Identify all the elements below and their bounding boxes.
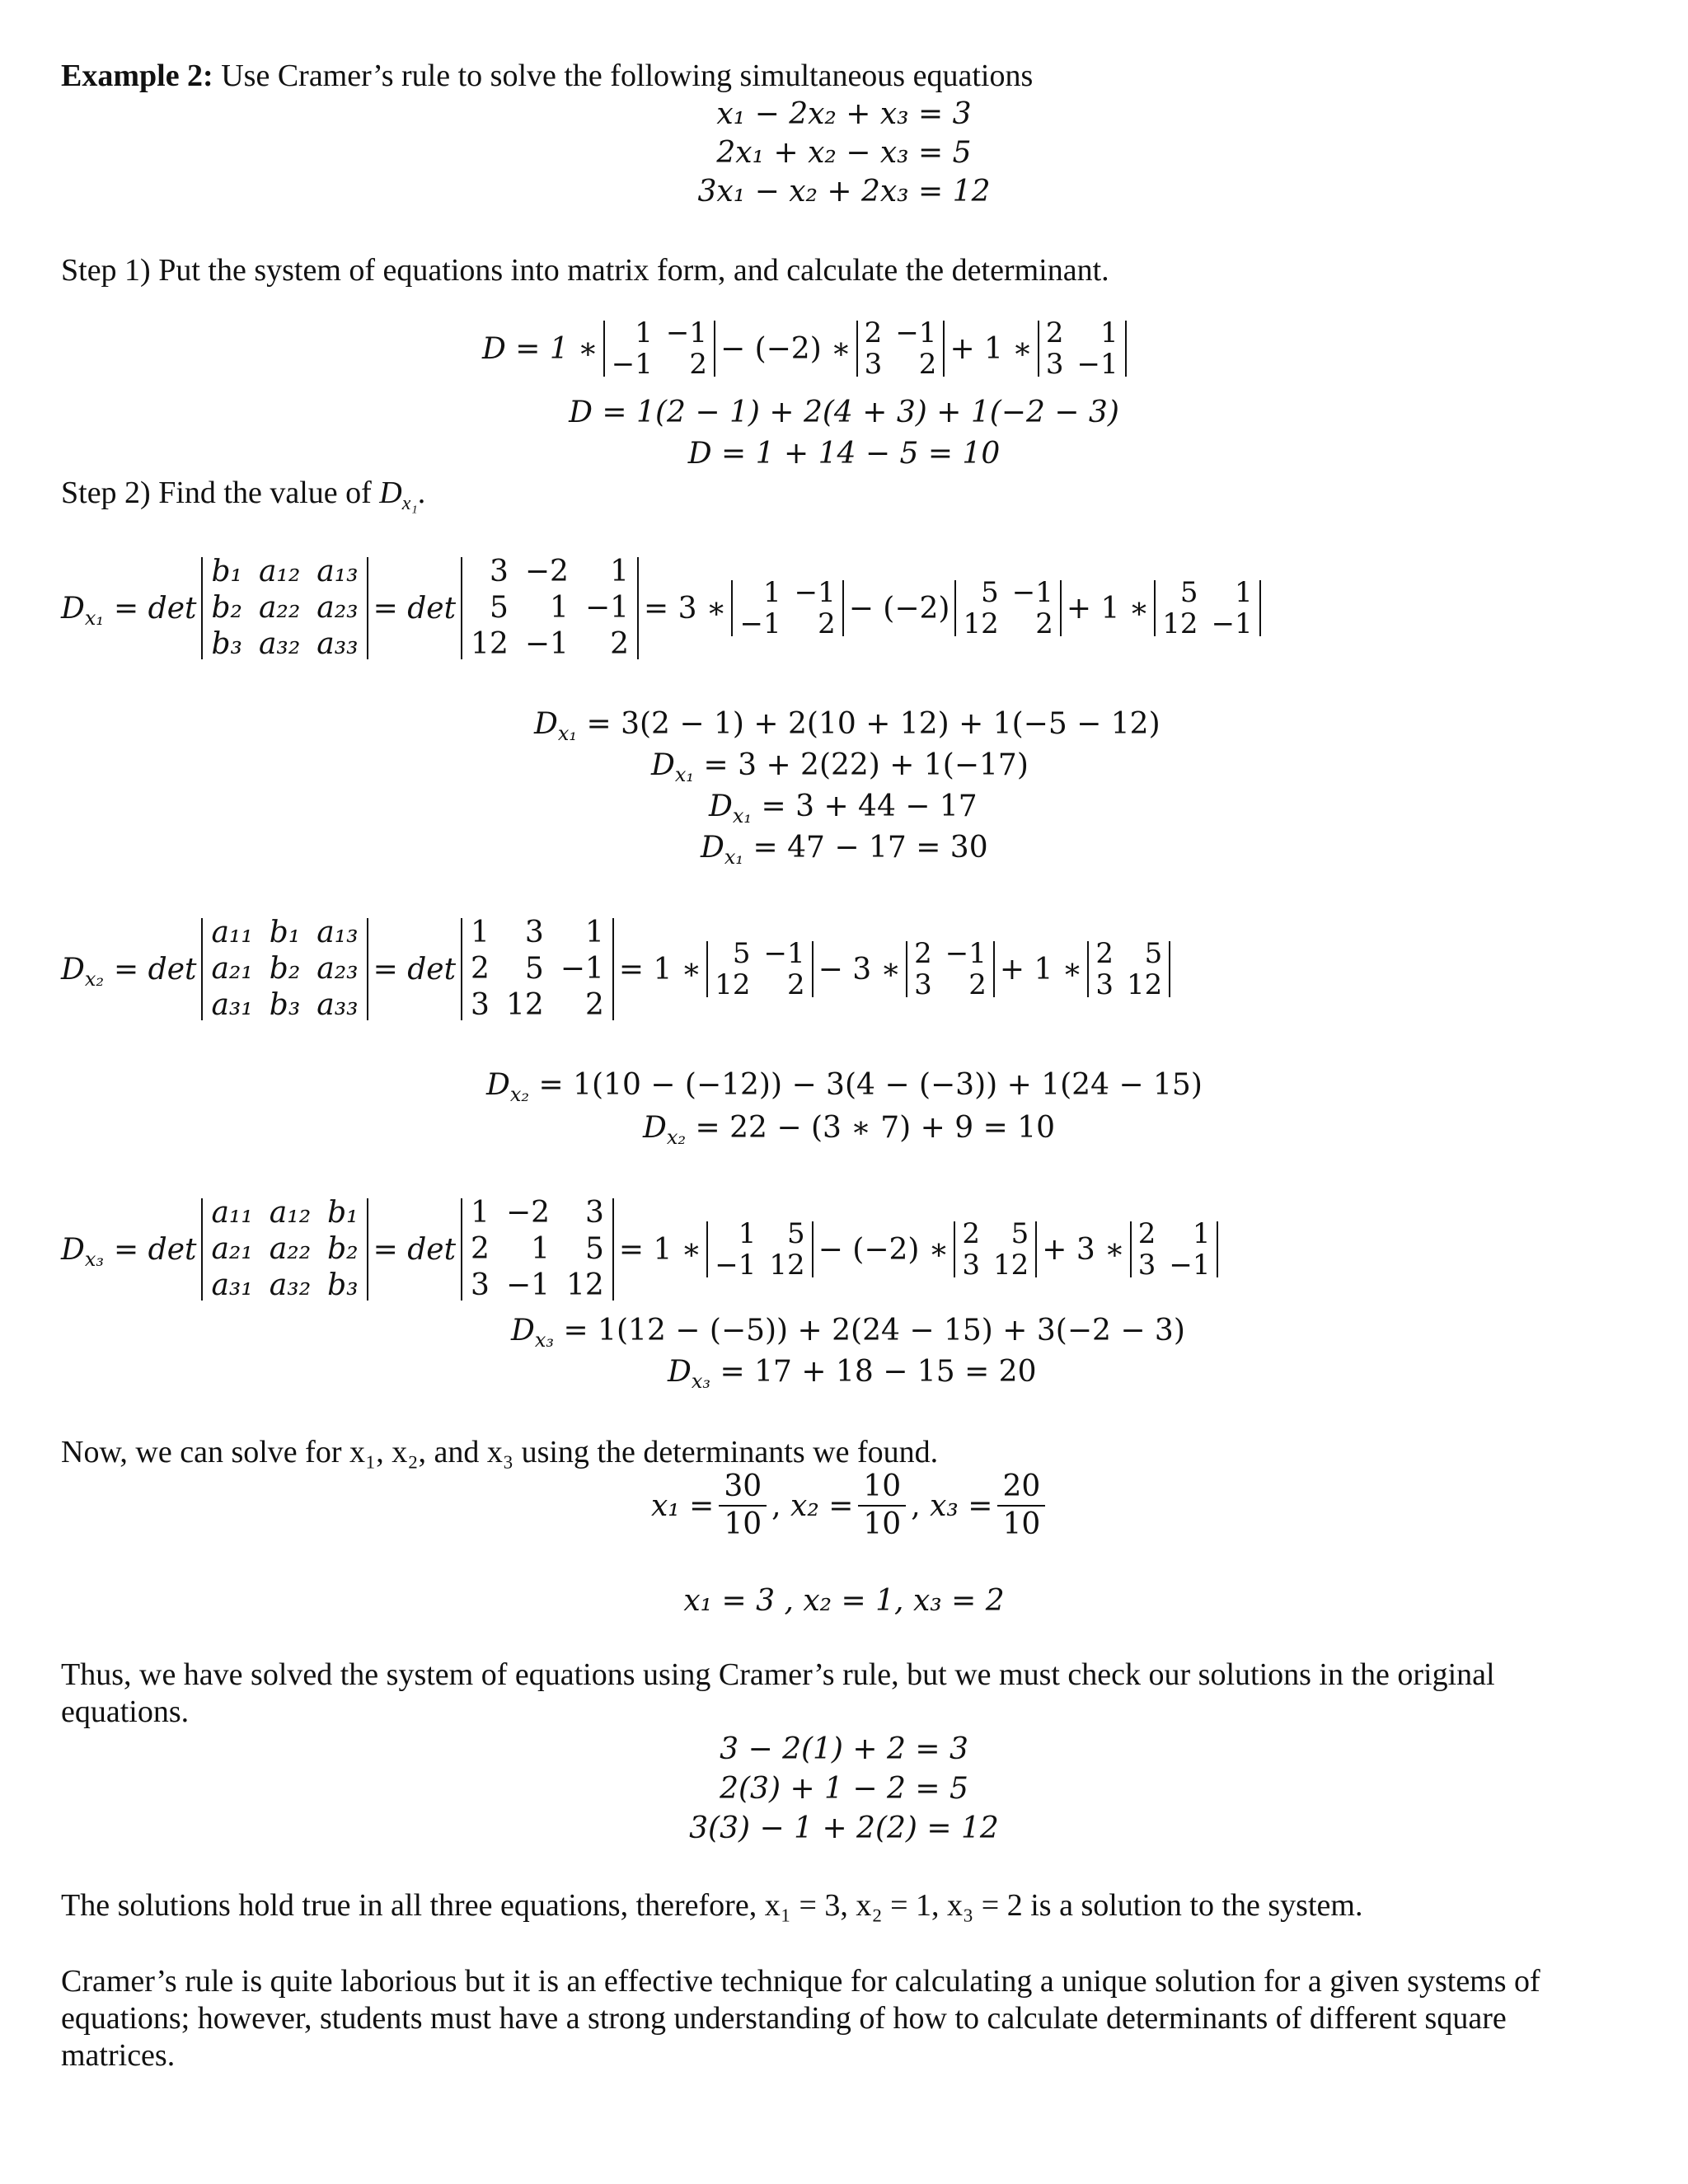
dx1-line4: $D_{x_1}$ = 47 − 17 = 30: [701, 831, 988, 869]
dx1-numeric-matrix: 3 −2 1 5 1 −1 12 −1 2: [461, 554, 639, 663]
minor-matrix: 2 −1 3 2: [906, 938, 995, 1001]
check-text: Thus, we have solved the system of equations using Cramer’s rule, but we must check our solutions in the original equations.: [61, 1657, 1495, 1729]
dx2-symbolic-matrix: a₁₁ b₁ a₁₃ a₂₁ b₂ a₂₃ a₃₁ b₃ a₃₃: [201, 915, 368, 1024]
dx3-symbolic-matrix: a₁₁ a₁₂ b₁ a₂₁ a₂₂ b₂ a₃₁ a₃₂ b₃: [201, 1195, 368, 1304]
dx1-line1: $D_{x_1}$ = 3(2 − 1) + 2(10 + 12) + 1(−5 − 12): [534, 707, 1160, 745]
minor-matrix: 1 −1 −1 2: [731, 577, 843, 640]
minor-matrix: 5 1 12 −1: [1154, 577, 1260, 640]
minor-matrix: 2 5 3 12: [1087, 938, 1170, 1001]
dx3-line1: $D_{x_3}$ = 1(12 − (−5)) + 2(24 − 15) + 3(−2 − 3): [511, 1314, 1185, 1352]
minor-matrix: 2 −1 3 2: [856, 317, 945, 380]
dx1-symbolic-matrix: b₁ a₁₂ a₁₃ b₂ a₂₂ a₂₃ b₃ a₃₂ a₃₃: [201, 554, 368, 663]
step2-text-a: Step 2) Find the value of: [61, 476, 380, 510]
equation-2: 2x₁ + x₂ − x₃ = 5: [716, 136, 972, 170]
dx1-line3: $D_{x_1}$ = 3 + 44 − 17: [709, 790, 978, 827]
dx3-numeric-matrix: 1 −2 3 2 1 5 3 −1 12: [461, 1195, 614, 1304]
check-line-3: 3(3) − 1 + 2(2) = 12: [689, 1811, 999, 1845]
equation-1: x₁ − 2x₂ + x₃ = 3: [716, 97, 972, 131]
dx2-row: $D_{x_2}$ = det a₁₁ b₁ a₁₃ a₂₁ b₂ a₂₃ a₃₁ b₃ a₃₃ = det 1 3 1 2 5 −1 3 12 2 = 1 ∗ 5 −1 12 2 − 3 ∗ 2 −1 3 2 + 1 ∗ 2 5 3 12: [61, 915, 1175, 1024]
minor-matrix: 1 −1 −1 2: [603, 317, 715, 380]
check-line-1: 3 − 2(1) + 2 = 3: [720, 1732, 968, 1766]
dx1-line2: $D_{x_1}$ = 3 + 2(22) + 1(−17): [651, 748, 1029, 786]
minor-matrix: 5 −1 12 2: [706, 938, 813, 1001]
d-line2: D = 1(2 − 1) + 2(4 + 3) + 1(−2 − 3): [569, 396, 1119, 429]
example-intro-text: Use Cramer’s rule to solve the following simultaneous equations: [213, 59, 1034, 93]
solution-line: x₁ = 3 , x₂ = 1, x₃ = 2: [683, 1584, 1005, 1618]
d-plus-term: + 1 ∗: [950, 331, 1033, 366]
minor-matrix: 2 5 3 12: [954, 1218, 1037, 1281]
example-label: Example 2:: [61, 59, 213, 93]
equation-3: 3x₁ − x₂ + 2x₃ = 12: [697, 175, 991, 209]
closing-paragraph: Cramer’s rule is quite laborious but it is an effective technique for calculating a unique solution for a given systems of equations; however, students must have a strong understanding of how to calculate determinants of different square matrices.: [61, 1964, 1540, 2073]
step1-text: Step 1) Put the system of equations into matrix form, and calculate the determinant.: [61, 253, 1109, 288]
example-intro: [61, 58, 1033, 95]
d-expansion-row: [482, 317, 1132, 380]
minor-matrix: 2 1 3 −1: [1038, 317, 1127, 380]
dx2-numeric-matrix: 1 3 1 2 5 −1 3 12 2: [461, 915, 614, 1024]
dx2-line2: $D_{x_2}$ = 22 − (3 ∗ 7) + 9 = 10: [643, 1111, 1056, 1149]
fraction-row: x₁ = $\frac{30}{10}$ , x₂ = $\frac{10}{10}$ , x₃ = $\frac{20}{10}$: [651, 1469, 1050, 1543]
solve-text: Now, we can solve for x₁, x₂, and x₃ using the determinants we found.: [61, 1435, 939, 1469]
dx1-row: $D_{x_1}$ = det b₁ a₁₂ a₁₃ b₂ a₂₂ a₂₃ b₃ a₃₂ a₃₃ = det 3 −2 1 5 1 −1 12 −1 2 = 3 ∗ 1 −1 −1 2 − (−2) 5 −1 12 2 + 1 ∗ 5 1 12 −1: [61, 554, 1266, 663]
dx2-line1: $D_{x_2}$ = 1(10 − (−12)) − 3(4 − (−3)) + 1(24 − 15): [486, 1068, 1203, 1106]
minor-matrix: 2 1 3 −1: [1130, 1218, 1219, 1281]
d-line3: D = 1 + 14 − 5 = 10: [687, 437, 1001, 471]
step2-text-b: .: [417, 476, 426, 510]
minor-matrix: 5 −1 12 2: [954, 577, 1061, 640]
d-prefix: D = 1 ∗: [482, 331, 598, 366]
d-minus-term: − (−2) ∗: [720, 331, 851, 366]
conclusion-text: The solutions hold true in all three equations, therefore, x₁ = 3, x₂ = 1, x₃ = 2 is a solution to the system.: [61, 1888, 1363, 1923]
minor-matrix: 1 5 −1 12: [706, 1218, 813, 1281]
dx3-row: $D_{x_3}$ = det a₁₁ a₁₂ b₁ a₂₁ a₂₂ b₂ a₃₁ a₃₂ b₃ = det 1 −2 3 2 1 5 3 −1 12 = 1 ∗ 1 5 −1 12 − (−2) ∗ 2 5 3 12 + 3 ∗ 2 1 3 −1: [61, 1195, 1223, 1304]
step2-text: Step 2) Find the value of $D_{x_1}$.: [61, 476, 426, 514]
dx3-line2: $D_{x_3}$ = 17 + 18 − 15 = 20: [668, 1355, 1037, 1393]
check-line-2: 2(3) + 1 − 2 = 5: [720, 1772, 968, 1806]
